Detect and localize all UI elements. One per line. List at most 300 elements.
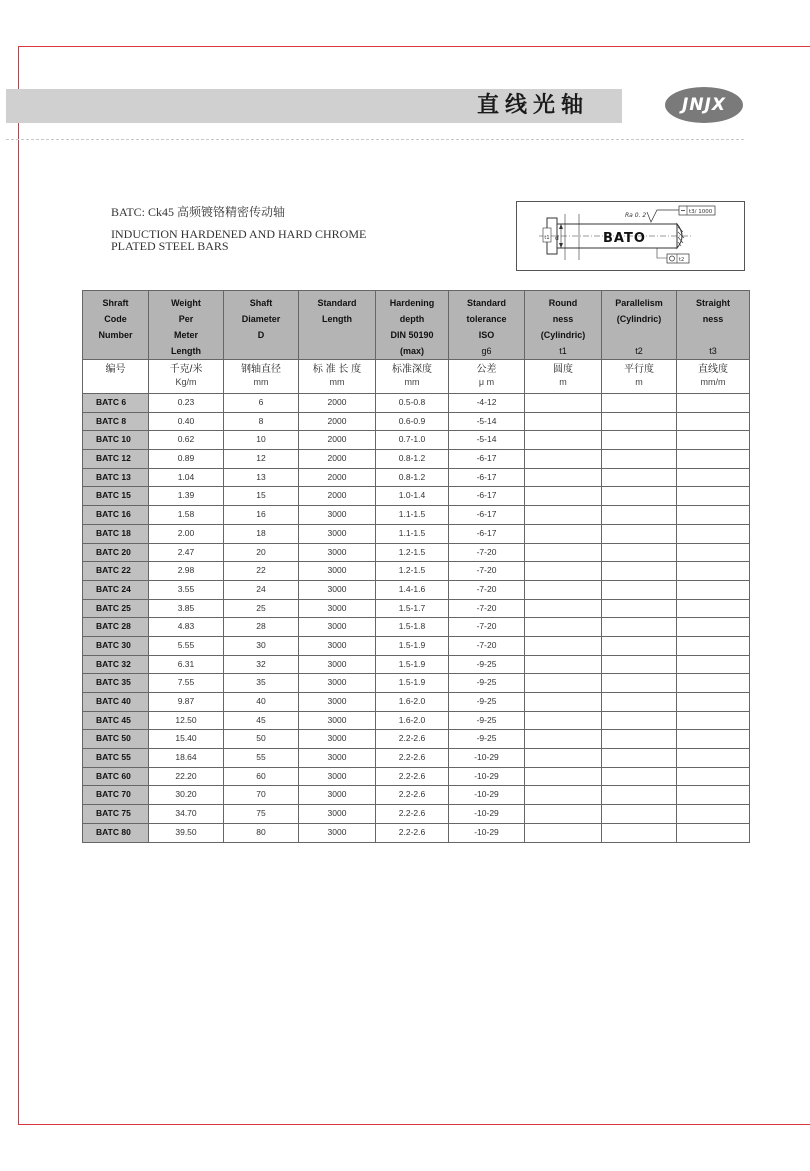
table-cell [602,562,677,581]
table-cell: 3000 [299,506,376,525]
column-header-line: Number [98,330,133,340]
table-cell: -7-20 [449,636,525,655]
table-cell [602,730,677,749]
table-cell [677,805,750,824]
code-cell: BATC 45 [83,711,149,730]
table-cell: 40 [224,693,299,712]
table-cell [525,524,602,543]
column-header-cn-8 [677,360,750,394]
table-cell: 3000 [299,562,376,581]
column-unit: mm [329,377,345,387]
table-row [83,506,750,525]
table-cell [677,506,750,525]
table-cell [525,394,602,413]
column-unit: m [635,377,643,387]
header-row-chinese [83,360,750,394]
table-cell [602,711,677,730]
table-cell [602,749,677,768]
table-cell: 0.23 [149,394,224,413]
parallelism-label: t2 [679,257,685,263]
frame-left-line [18,46,19,1124]
code-cell: BATC 12 [83,450,149,469]
table-cell: 28 [224,618,299,637]
table-cell: -7-20 [449,618,525,637]
table-cell [677,655,750,674]
table-cell: 1.5-1.8 [376,618,449,637]
table-cell [525,655,602,674]
table-cell: 1.4-1.6 [376,580,449,599]
table-row [83,618,750,637]
table-cell [602,412,677,431]
table-cell: 3000 [299,524,376,543]
table-cell: -9-25 [449,730,525,749]
table-cell: 39.50 [149,823,224,842]
table-cell [677,674,750,693]
header-row-english [83,291,750,360]
code-cell: BATC 40 [83,693,149,712]
code-cell: BATC 25 [83,599,149,618]
column-header-cn-label: 钢轴直径 [241,364,281,375]
column-header-line: t2 [635,346,643,356]
table-cell: -6-17 [449,524,525,543]
column-header-line: Length [322,314,352,324]
column-header-line: (Cylindric) [616,314,662,324]
table-row [83,580,750,599]
table-cell: -10-29 [449,767,525,786]
code-cell: BATC 10 [83,431,149,450]
column-header-cn-3 [299,360,376,394]
column-header-line: Parallelism [615,298,663,308]
column-header-line: Length [171,346,201,356]
table-cell: 45 [224,711,299,730]
table-cell: 0.7-1.0 [376,431,449,450]
table-cell: 15 [224,487,299,506]
table-row [83,412,750,431]
diagram-brand-text: BATO [603,231,646,246]
code-cell: BATC 13 [83,468,149,487]
column-header-3 [299,291,376,360]
table-cell [602,674,677,693]
table-cell: 1.39 [149,487,224,506]
table-cell: 2000 [299,468,376,487]
table-cell: 75 [224,805,299,824]
table-cell [602,487,677,506]
shaft-diagram [516,201,745,271]
table-cell: 2.2-2.6 [376,767,449,786]
table-cell [677,823,750,842]
table-row [83,599,750,618]
table-cell: 4.83 [149,618,224,637]
table-cell [677,636,750,655]
column-header-line [602,327,676,343]
column-header-line: t3 [709,346,717,356]
table-cell: 3000 [299,786,376,805]
column-unit: mm [253,377,269,387]
table-cell: -9-25 [449,674,525,693]
column-header-8 [677,291,750,360]
column-header-cn-label: 直线度 [698,364,728,375]
table-cell: -7-20 [449,580,525,599]
table-cell: 25 [224,599,299,618]
code-cell: BATC 80 [83,823,149,842]
table-cell: 9.87 [149,693,224,712]
table-cell: 0.8-1.2 [376,468,449,487]
diameter-label: d [555,235,559,242]
table-row [83,711,750,730]
code-cell: BATC 8 [83,412,149,431]
column-header-cn-6 [525,360,602,394]
column-header-line: ness [552,314,574,324]
table-cell [677,543,750,562]
table-cell [525,786,602,805]
code-cell: BATC 24 [83,580,149,599]
column-header-4 [376,291,449,360]
table-cell: 10 [224,431,299,450]
column-header-line: Standard [466,298,506,308]
column-header-line: t1 [559,346,567,356]
code-cell: BATC 20 [83,543,149,562]
table-cell: 7.55 [149,674,224,693]
table-cell [525,636,602,655]
table-cell [602,636,677,655]
table-cell: -6-17 [449,506,525,525]
product-code-description: BATC: Ck45 高频镀铬精密传动轴 [111,205,286,219]
table-row [83,524,750,543]
header-divider [6,139,744,140]
column-header-line: DIN 50190 [390,330,434,340]
column-header-line: Straight [695,298,730,308]
table-cell: 3000 [299,805,376,824]
table-cell [525,580,602,599]
table-row [83,394,750,413]
table-cell [677,412,750,431]
table-cell: 6 [224,394,299,413]
code-cell: BATC 35 [83,674,149,693]
table-cell: 3000 [299,618,376,637]
table-cell: 13 [224,468,299,487]
table-cell [525,487,602,506]
column-header-cn-label: 标准深度 [392,364,432,375]
table-cell: 2.47 [149,543,224,562]
table-cell [525,506,602,525]
table-cell: 1.2-1.5 [376,543,449,562]
table-cell: 55 [224,749,299,768]
table-cell: 50 [224,730,299,749]
straightness-label: t3/ 1000 [689,209,713,215]
table-cell: 6.31 [149,655,224,674]
table-row [83,543,750,562]
table-row [83,749,750,768]
column-header-line: D [257,330,265,340]
table-row [83,730,750,749]
table-cell [602,431,677,450]
table-cell [677,431,750,450]
table-cell [677,450,750,469]
table-cell [677,599,750,618]
table-cell [525,618,602,637]
table-cell [525,412,602,431]
column-header-line: (max) [399,346,424,356]
table-cell: 1.5-1.9 [376,674,449,693]
table-cell [677,786,750,805]
table-cell: 2000 [299,412,376,431]
product-description-line1: INDUCTION HARDENED AND HARD CHROME [111,227,367,241]
table-cell: 1.1-1.5 [376,524,449,543]
brand-logo: JNJX [665,87,743,123]
column-header-line: Code [104,314,127,324]
table-cell: 2.2-2.6 [376,749,449,768]
table-cell [525,431,602,450]
table-cell: 0.40 [149,412,224,431]
table-cell [677,618,750,637]
table-cell [677,580,750,599]
column-header-cn-label: 编号 [105,364,126,375]
table-cell: -5-14 [449,412,525,431]
code-cell: BATC 28 [83,618,149,637]
column-unit: Kg/m [175,377,197,387]
table-cell [602,693,677,712]
table-cell [525,468,602,487]
table-cell [602,524,677,543]
column-header-line: g6 [481,346,492,356]
table-cell [677,524,750,543]
roughness-label: Ra 0. 2 [625,212,647,219]
table-cell [677,711,750,730]
column-unit: mm/m [700,377,726,387]
column-header-0 [83,291,149,360]
column-header-cn-label: 平行度 [624,364,654,375]
table-cell: 24 [224,580,299,599]
column-unit: μ m [478,377,495,387]
table-cell [525,823,602,842]
table-row [83,674,750,693]
table-cell: 3000 [299,767,376,786]
table-cell: -4-12 [449,394,525,413]
table-cell: 1.2-1.5 [376,562,449,581]
table-row [83,487,750,506]
table-cell: -10-29 [449,786,525,805]
table-cell [602,450,677,469]
column-header-cn-4 [376,360,449,394]
table-cell: 80 [224,823,299,842]
column-header-line: Round [548,298,578,308]
column-header-cn-label: 公差 [476,364,497,375]
table-cell: 3000 [299,580,376,599]
code-cell: BATC 50 [83,730,149,749]
table-cell: -9-25 [449,655,525,674]
table-cell: -10-29 [449,749,525,768]
table-cell: 0.6-0.9 [376,412,449,431]
table-cell: 12 [224,450,299,469]
table-body [83,394,750,843]
frame-top-line [18,46,810,47]
table-cell: 2.00 [149,524,224,543]
column-header-line: Shraft [102,298,129,308]
table-cell: 70 [224,786,299,805]
column-header-cn-0 [83,360,149,394]
table-cell [677,562,750,581]
column-header-line: ness [702,314,724,324]
table-cell: 60 [224,767,299,786]
page-title: 直线光轴 [476,93,589,118]
table-cell: 0.8-1.2 [376,450,449,469]
column-header-cn-label: 圆度 [553,364,573,375]
column-header-cn-2 [224,360,299,394]
table-row [83,805,750,824]
column-header-line: ISO [478,330,495,340]
table-cell: -9-25 [449,693,525,712]
column-unit [83,376,148,389]
table-cell: 2.2-2.6 [376,805,449,824]
table-cell: 2000 [299,487,376,506]
table-cell: 1.5-1.7 [376,599,449,618]
code-cell: BATC 75 [83,805,149,824]
table-cell: -10-29 [449,805,525,824]
table-cell: 2.2-2.6 [376,730,449,749]
table-cell: 3000 [299,711,376,730]
table-cell: 32 [224,655,299,674]
column-header-line: Weight [171,298,201,308]
table-row [83,636,750,655]
column-header-6 [525,291,602,360]
table-cell [602,618,677,637]
table-cell [677,487,750,506]
table-cell [677,730,750,749]
table-cell: 2000 [299,394,376,413]
table-cell: 3000 [299,730,376,749]
table-cell: 3.85 [149,599,224,618]
table-cell [602,786,677,805]
table-cell [602,580,677,599]
table-cell: 30 [224,636,299,655]
table-cell [525,749,602,768]
column-unit: mm [404,377,420,387]
table-cell: -5-14 [449,431,525,450]
column-unit: m [559,377,567,387]
code-cell: BATC 30 [83,636,149,655]
column-header-7 [602,291,677,360]
table-cell [525,599,602,618]
table-cell [602,468,677,487]
table-cell: 22 [224,562,299,581]
tolerance-label: t1 [544,235,550,241]
column-header-5 [449,291,525,360]
table-cell: 12.50 [149,711,224,730]
column-header-cn-label: 标 准 长 度 [312,364,362,375]
table-cell: -7-20 [449,599,525,618]
table-cell: 34.70 [149,805,224,824]
spec-table [82,290,750,843]
table-cell: 3000 [299,655,376,674]
table-cell: 18.64 [149,749,224,768]
table-cell [602,655,677,674]
table-cell [525,450,602,469]
table-cell: 16 [224,506,299,525]
column-header-line: Meter [173,330,198,340]
table-cell: 3000 [299,749,376,768]
table-cell: 30.20 [149,786,224,805]
table-cell: 3000 [299,636,376,655]
code-cell: BATC 22 [83,562,149,581]
table-row [83,562,750,581]
code-cell: BATC 15 [83,487,149,506]
table-cell [677,749,750,768]
column-header-line: Hardening [389,298,435,308]
table-row [83,468,750,487]
table-cell [602,543,677,562]
table-cell: 18 [224,524,299,543]
table-cell: 5.55 [149,636,224,655]
table-cell: 15.40 [149,730,224,749]
table-cell: -6-17 [449,468,525,487]
table-cell: 2.2-2.6 [376,786,449,805]
table-row [83,693,750,712]
table-cell: 35 [224,674,299,693]
table-row [83,767,750,786]
product-description-line2: PLATED STEEL BARS [111,239,229,253]
shaft-drawing-icon [517,202,744,270]
table-cell: -10-29 [449,823,525,842]
table-cell: 3000 [299,693,376,712]
column-header-line: Diameter [241,314,281,324]
table-cell: 3.55 [149,580,224,599]
table-cell: 1.6-2.0 [376,693,449,712]
code-cell: BATC 60 [83,767,149,786]
table-cell [677,468,750,487]
table-cell: 1.0-1.4 [376,487,449,506]
table-cell: -9-25 [449,711,525,730]
frame-bottom-line [18,1124,810,1125]
code-cell: BATC 32 [83,655,149,674]
code-cell: BATC 18 [83,524,149,543]
column-header-cn-7 [602,360,677,394]
table-cell: 1.5-1.9 [376,655,449,674]
table-cell: 2000 [299,431,376,450]
column-header-line [677,327,749,343]
table-row [83,786,750,805]
column-header-line: (Cylindric) [540,330,586,340]
table-cell: 20 [224,543,299,562]
table-row [83,450,750,469]
table-cell [525,674,602,693]
code-cell: BATC 55 [83,749,149,768]
table-cell [525,767,602,786]
table-cell: 0.5-0.8 [376,394,449,413]
code-cell: BATC 6 [83,394,149,413]
table-cell [677,693,750,712]
table-cell [602,805,677,824]
table-cell [525,711,602,730]
table-cell: 0.89 [149,450,224,469]
table-cell [602,599,677,618]
table-cell: -6-17 [449,450,525,469]
table-cell [602,506,677,525]
table-row [83,431,750,450]
code-cell: BATC 70 [83,786,149,805]
column-header-line: depth [399,314,425,324]
column-header-cn-label: 千克/米 [169,364,203,375]
column-header-1 [149,291,224,360]
table-cell: -7-20 [449,543,525,562]
table-cell: 2.2-2.6 [376,823,449,842]
table-cell: 0.62 [149,431,224,450]
table-cell [677,767,750,786]
table-cell: -6-17 [449,487,525,506]
column-header-cn-1 [149,360,224,394]
table-cell: -7-20 [449,562,525,581]
table-cell: 3000 [299,599,376,618]
table-cell [525,730,602,749]
